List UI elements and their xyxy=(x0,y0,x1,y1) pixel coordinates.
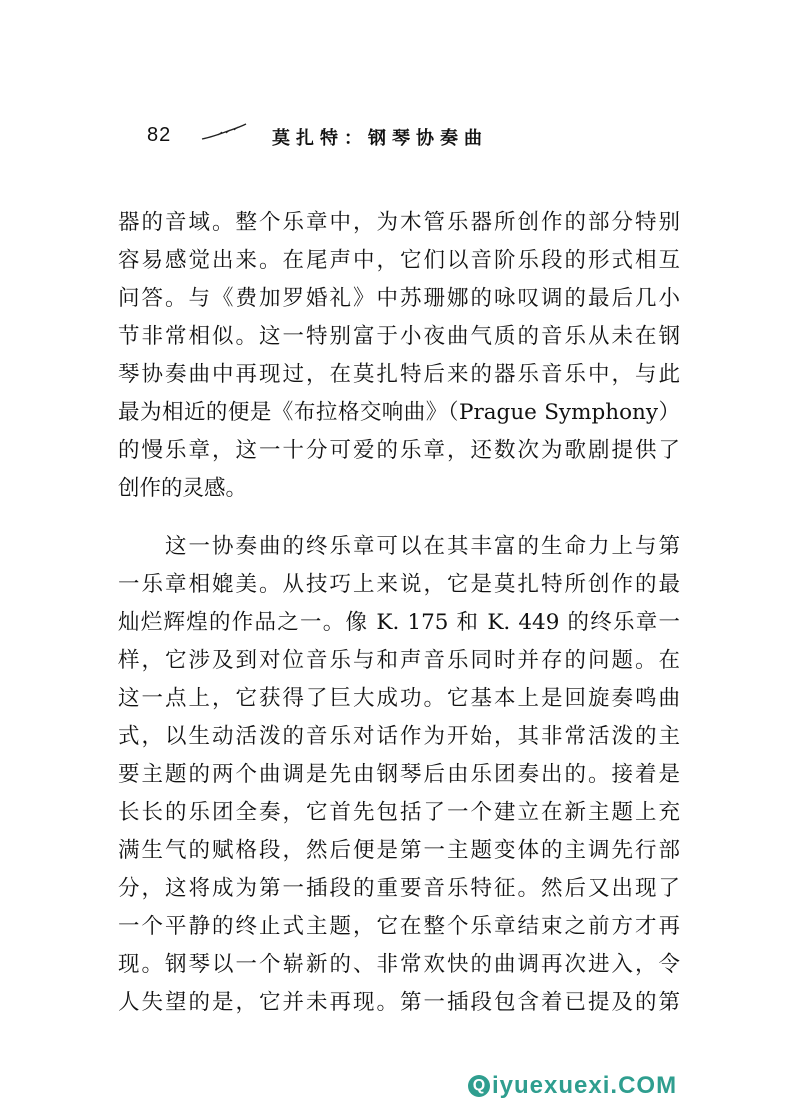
text-line: 分，这将成为第一插段的重要音乐特征。然后又出现了 xyxy=(118,876,680,901)
text-line: 灿烂辉煌的作品之一。像 K. 175 和 K. 449 的终乐章一 xyxy=(118,610,680,635)
paragraph-1 xyxy=(118,204,680,508)
text-line: 现。钢琴以一个崭新的、非常欢快的曲调再次进入，令 xyxy=(118,952,680,977)
text-line: 节非常相似。这一特别富于小夜曲气质的音乐从未在钢 xyxy=(118,324,680,349)
text-line: 要主题的两个曲调是先由钢琴后由乐团奏出的。接着是 xyxy=(118,762,680,787)
text-line: 创作的灵感。 xyxy=(118,476,248,501)
text-line: 一乐章相媲美。从技巧上来说，它是莫扎特所创作的最 xyxy=(118,572,680,597)
text-line: 这一协奏曲的终乐章可以在其丰富的生命力上与第 xyxy=(118,534,680,559)
text-line: 器的音域。整个乐章中，为木管乐器所创作的部分特别 xyxy=(118,210,680,235)
text-line: 问答。与《费加罗婚礼》中苏珊娜的咏叹调的最后几小 xyxy=(118,286,680,311)
paragraph-2 xyxy=(118,528,680,1022)
watermark-text: iyuexuexi.COM xyxy=(492,1072,678,1099)
watermark-logo-icon: Q xyxy=(468,1075,490,1097)
text-line: 容易感觉出来。在尾声中，它们以音阶乐段的形式相互 xyxy=(118,248,680,273)
body-text xyxy=(118,204,680,1022)
text-line: 式，以生动活泼的音乐对话作为开始，其非常活泼的主 xyxy=(118,724,680,749)
flourish-ornament-icon xyxy=(200,122,248,142)
text-line: 样，它涉及到对位音乐与和声音乐同时并存的问题。在 xyxy=(118,648,680,673)
text-line: 长长的乐团全奏，它首先包括了一个建立在新主题上充 xyxy=(118,800,680,825)
site-watermark xyxy=(468,1072,677,1100)
text-line: 人失望的是，它并未再现。第一插段包含着已提及的第 xyxy=(118,990,680,1015)
running-title: 莫扎特：钢琴协奏曲 xyxy=(272,128,488,149)
text-line: 最为相近的便是《布拉格交响曲》（Prague Symphony） xyxy=(118,400,680,425)
text-line: 琴协奏曲中再现过，在莫扎特后来的器乐音乐中，与此 xyxy=(118,362,680,387)
text-line: 满生气的赋格段，然后便是第一主题变体的主调先行部 xyxy=(118,838,680,863)
text-line: 一个平静的终止式主题，它在整个乐章结束之前方才再 xyxy=(118,914,680,939)
text-line: 这一点上，它获得了巨大成功。它基本上是回旋奏鸣曲 xyxy=(118,686,680,711)
page-number: 82 xyxy=(147,124,172,146)
text-line: 的慢乐章，这一十分可爱的乐章，还数次为歌剧提供了 xyxy=(118,438,680,463)
